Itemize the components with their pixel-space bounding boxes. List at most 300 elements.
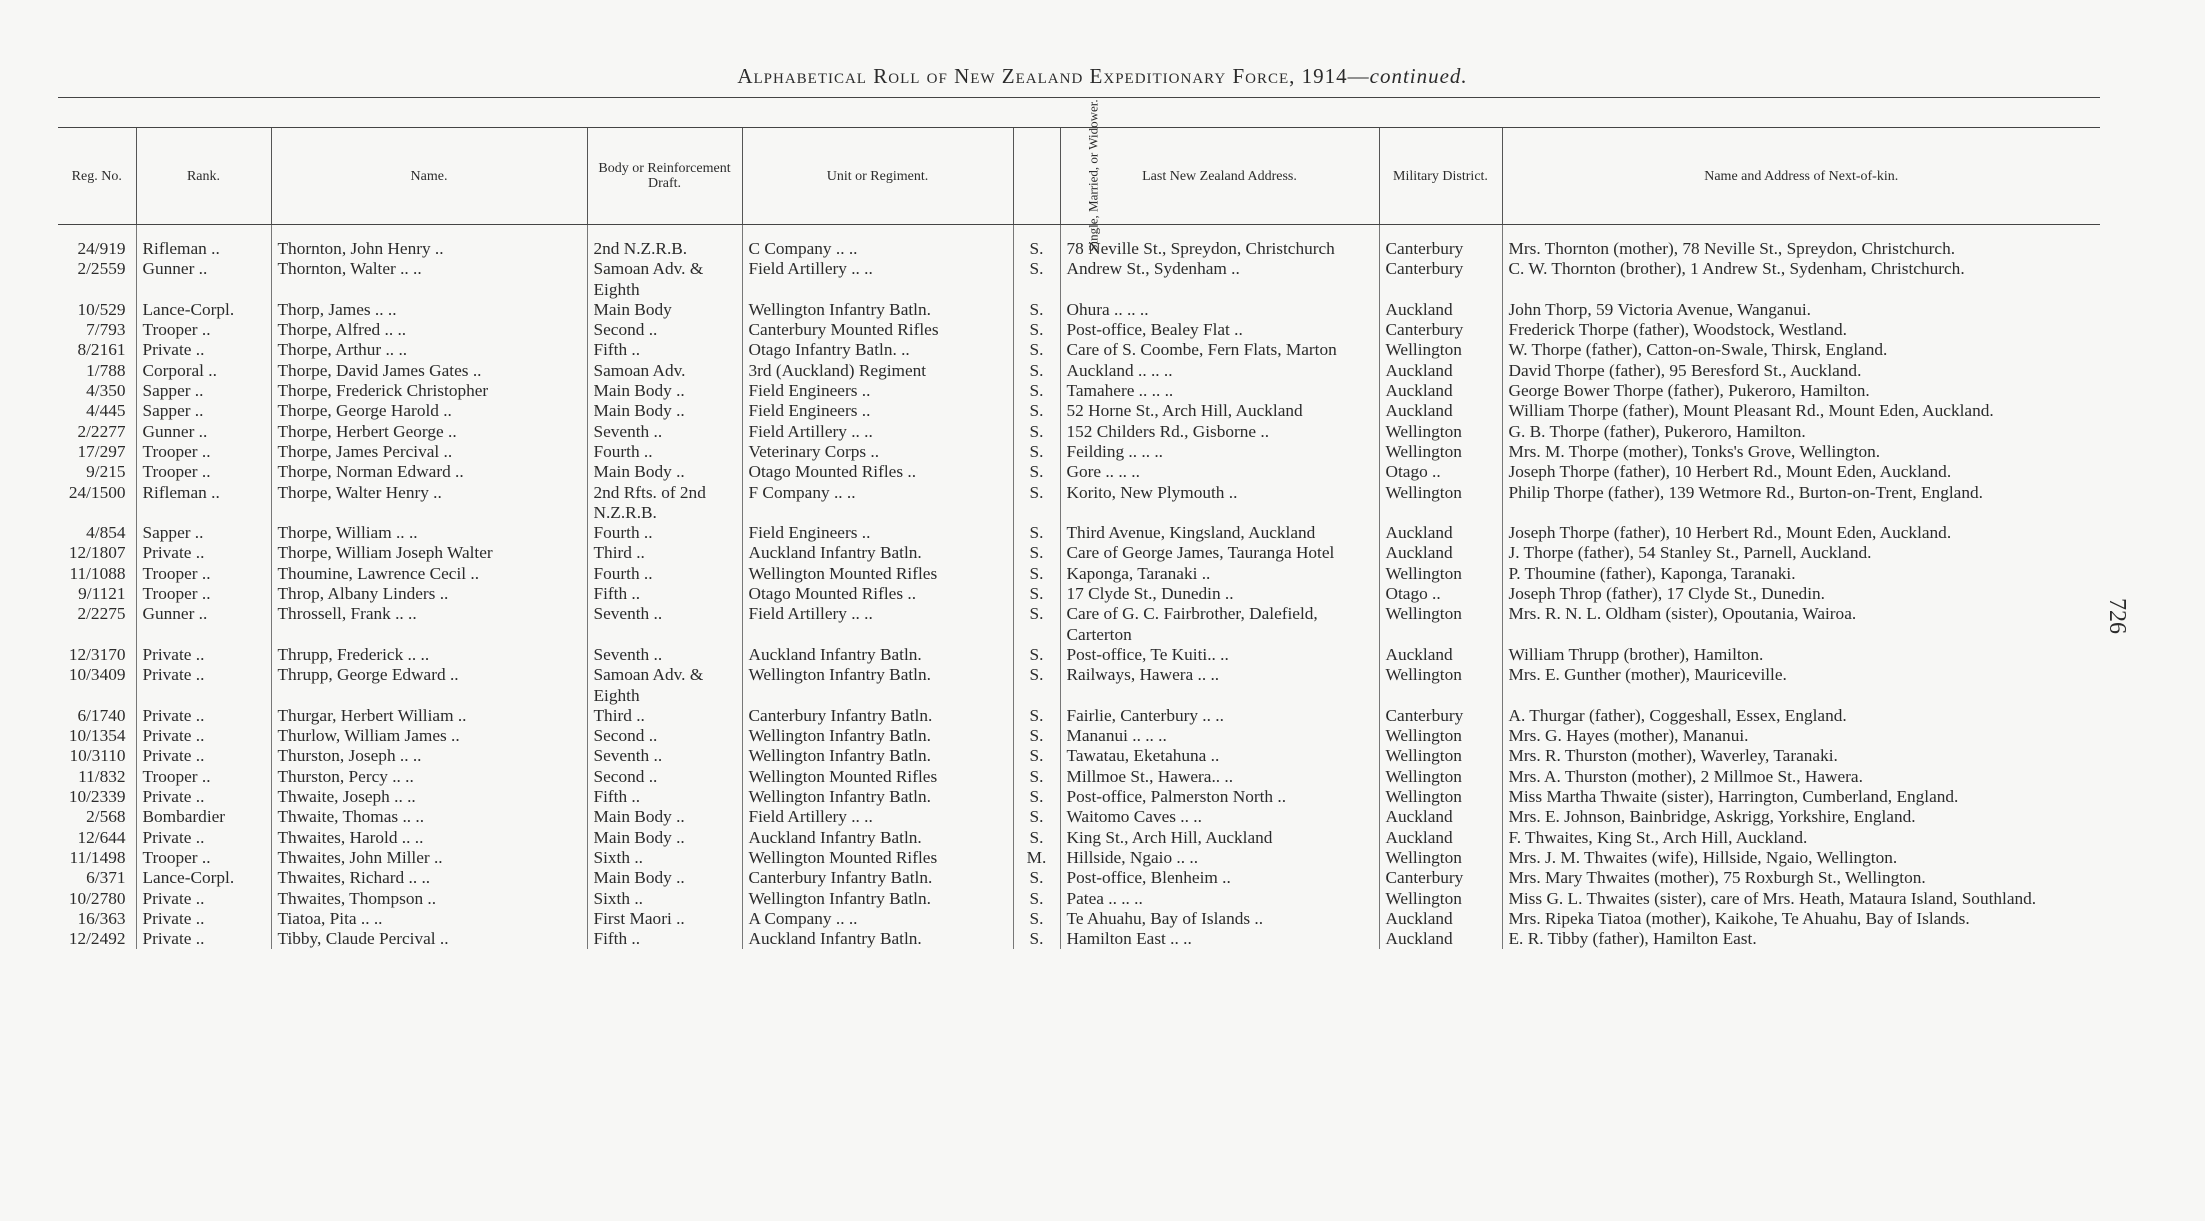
- district-cell: Canterbury: [1379, 868, 1502, 888]
- kin-cell: Joseph Thorpe (father), 10 Herbert Rd., Mount Eden, Auckland.: [1502, 462, 2100, 482]
- reg-no-cell: 10/2780: [68, 888, 126, 908]
- status-cell: S.: [1013, 543, 1060, 563]
- rank-cell: Lance-Corpl.: [136, 868, 271, 888]
- table-row: [58, 523, 2100, 543]
- district-cell: Otago ..: [1379, 462, 1502, 482]
- draft-cell: Fifth ..: [587, 787, 742, 807]
- kin-cell: Mrs. Ripeka Tiatoa (mother), Kaikohe, Te Ahuahu, Bay of Islands.: [1502, 909, 2100, 929]
- name-cell: Thorpe, Alfred .. ..: [271, 320, 587, 340]
- unit-cell: Auckland Infantry Batln.: [742, 645, 1013, 665]
- draft-cell: 2nd N.Z.R.B.: [587, 239, 742, 259]
- col-reg-no: Reg. No.: [58, 128, 136, 225]
- address-cell: 17 Clyde St., Dunedin ..: [1060, 584, 1379, 604]
- draft-cell: Fifth ..: [587, 584, 742, 604]
- rank-cell: Rifleman ..: [136, 239, 271, 259]
- col-unit: Unit or Regiment.: [742, 128, 1013, 225]
- reg-no-cell: 10/529: [77, 299, 126, 319]
- address-cell: Third Avenue, Kingsland, Auckland: [1060, 523, 1379, 543]
- status-cell: S.: [1013, 320, 1060, 340]
- status-cell: S.: [1013, 868, 1060, 888]
- reg-no-cell: 10/3110: [69, 746, 126, 766]
- status-cell: S.: [1013, 604, 1060, 645]
- address-cell: Korito, New Plymouth ..: [1060, 483, 1379, 524]
- address-cell: Patea .. .. ..: [1060, 889, 1379, 909]
- draft-cell: 2nd Rfts. of 2nd N.Z.R.B.: [587, 483, 742, 524]
- reg-no-cell: 9/1121: [78, 584, 126, 604]
- status-cell: S.: [1013, 361, 1060, 381]
- status-cell: S.: [1013, 442, 1060, 462]
- col-rank: Rank.: [136, 128, 271, 225]
- draft-cell: Samoan Adv.: [587, 361, 742, 381]
- rank-cell: Trooper ..: [136, 462, 271, 482]
- unit-cell: A Company .. ..: [742, 909, 1013, 929]
- table-row: [58, 604, 2100, 645]
- table-row: [58, 259, 2100, 300]
- rank-cell: Bombardier: [136, 807, 271, 827]
- unit-cell: Wellington Infantry Batln.: [742, 787, 1013, 807]
- draft-cell: Third ..: [587, 543, 742, 563]
- table-row: [58, 401, 2100, 421]
- rank-cell: Sapper ..: [136, 523, 271, 543]
- kin-cell: Mrs. Thornton (mother), 78 Neville St., Spreydon, Christchurch.: [1502, 239, 2100, 259]
- draft-cell: Fourth ..: [587, 523, 742, 543]
- district-cell: Wellington: [1379, 665, 1502, 706]
- table-row: [58, 929, 2100, 949]
- reg-no-cell: 11/1088: [69, 563, 126, 583]
- rank-cell: Private ..: [136, 746, 271, 766]
- district-cell: Auckland: [1379, 523, 1502, 543]
- address-cell: Railways, Hawera .. ..: [1060, 665, 1379, 706]
- name-cell: Thurston, Percy .. ..: [271, 767, 587, 787]
- col-address: Last New Zealand Address.: [1060, 128, 1379, 225]
- status-cell: S.: [1013, 889, 1060, 909]
- district-cell: Wellington: [1379, 483, 1502, 524]
- reg-no-cell: 4/445: [86, 401, 126, 421]
- rank-cell: Trooper ..: [136, 320, 271, 340]
- kin-cell: J. Thorpe (father), 54 Stanley St., Parnell, Auckland.: [1502, 543, 2100, 563]
- unit-cell: Wellington Infantry Batln.: [742, 665, 1013, 706]
- reg-no-cell: 24/919: [77, 239, 126, 258]
- page-title-main: Alphabetical Roll of New Zealand Expeditionary Force, 1914—: [737, 64, 1370, 88]
- kin-cell: Mrs. J. M. Thwaites (wife), Hillside, Ngaio, Wellington.: [1502, 848, 2100, 868]
- address-cell: Post-office, Bealey Flat ..: [1060, 320, 1379, 340]
- district-cell: Wellington: [1379, 340, 1502, 360]
- status-cell: S.: [1013, 828, 1060, 848]
- unit-cell: 3rd (Auckland) Regiment: [742, 361, 1013, 381]
- page-title: [0, 64, 2205, 89]
- unit-cell: Wellington Mounted Rifles: [742, 564, 1013, 584]
- kin-cell: Mrs. Mary Thwaites (mother), 75 Roxburgh St., Wellington.: [1502, 868, 2100, 888]
- district-cell: Auckland: [1379, 543, 1502, 563]
- district-cell: Wellington: [1379, 787, 1502, 807]
- status-cell: S.: [1013, 381, 1060, 401]
- address-cell: Post-office, Palmerston North ..: [1060, 787, 1379, 807]
- unit-cell: Otago Mounted Rifles ..: [742, 462, 1013, 482]
- kin-cell: E. R. Tibby (father), Hamilton East.: [1502, 929, 2100, 949]
- draft-cell: Fourth ..: [587, 564, 742, 584]
- draft-cell: Fourth ..: [587, 442, 742, 462]
- table-row: [58, 340, 2100, 360]
- reg-no-cell: 2/2559: [77, 259, 126, 279]
- unit-cell: Field Artillery .. ..: [742, 604, 1013, 645]
- table-row: [58, 706, 2100, 726]
- status-cell: S.: [1013, 239, 1060, 259]
- district-cell: Wellington: [1379, 564, 1502, 584]
- unit-cell: Veterinary Corps ..: [742, 442, 1013, 462]
- rank-cell: Private ..: [136, 543, 271, 563]
- reg-no-cell: 10/1354: [68, 726, 126, 746]
- rank-cell: Private ..: [136, 787, 271, 807]
- reg-no-cell: 10/2339: [68, 787, 126, 807]
- name-cell: Thorpe, Arthur .. ..: [271, 340, 587, 360]
- name-cell: Thorpe, Walter Henry ..: [271, 483, 587, 524]
- col-kin: Name and Address of Next-of-kin.: [1502, 128, 2100, 225]
- address-cell: Care of G. C. Fairbrother, Dalefield, Carterton: [1060, 604, 1379, 645]
- kin-cell: Mrs. G. Hayes (mother), Mananui.: [1502, 726, 2100, 746]
- status-cell: S.: [1013, 259, 1060, 300]
- table-row: [58, 584, 2100, 604]
- name-cell: Thwaites, Richard .. ..: [271, 868, 587, 888]
- address-cell: Care of S. Coombe, Fern Flats, Marton: [1060, 340, 1379, 360]
- name-cell: Thurston, Joseph .. ..: [271, 746, 587, 766]
- name-cell: Thorpe, William .. ..: [271, 523, 587, 543]
- table-row: [58, 442, 2100, 462]
- district-cell: Wellington: [1379, 442, 1502, 462]
- address-cell: Care of George James, Tauranga Hotel: [1060, 543, 1379, 563]
- status-cell: S.: [1013, 807, 1060, 827]
- col-draft: Body or Reinforcement Draft.: [587, 128, 742, 225]
- rank-cell: Lance-Corpl.: [136, 300, 271, 320]
- name-cell: Thwaite, Joseph .. ..: [271, 787, 587, 807]
- reg-no-cell: 24/1500: [68, 482, 126, 502]
- district-cell: Auckland: [1379, 828, 1502, 848]
- kin-cell: Mrs. E. Johnson, Bainbridge, Askrigg, Yorkshire, England.: [1502, 807, 2100, 827]
- rank-cell: Private ..: [136, 909, 271, 929]
- district-cell: Auckland: [1379, 361, 1502, 381]
- table-row: [58, 848, 2100, 868]
- district-cell: Wellington: [1379, 604, 1502, 645]
- kin-cell: F. Thwaites, King St., Arch Hill, Auckland.: [1502, 828, 2100, 848]
- table-row: [58, 889, 2100, 909]
- unit-cell: Auckland Infantry Batln.: [742, 828, 1013, 848]
- draft-cell: Main Body ..: [587, 462, 742, 482]
- status-cell: S.: [1013, 726, 1060, 746]
- district-cell: Canterbury: [1379, 259, 1502, 300]
- unit-cell: Otago Infantry Batln. ..: [742, 340, 1013, 360]
- district-cell: Auckland: [1379, 929, 1502, 949]
- draft-cell: Sixth ..: [587, 889, 742, 909]
- draft-cell: Third ..: [587, 706, 742, 726]
- district-cell: Auckland: [1379, 909, 1502, 929]
- table-row: [58, 543, 2100, 563]
- status-cell: S.: [1013, 929, 1060, 949]
- reg-no-cell: 9/215: [86, 462, 126, 482]
- address-cell: Auckland .. .. ..: [1060, 361, 1379, 381]
- reg-no-cell: 11/832: [78, 766, 126, 786]
- kin-cell: A. Thurgar (father), Coggeshall, Essex, England.: [1502, 706, 2100, 726]
- kin-cell: Mrs. R. N. L. Oldham (sister), Opoutania, Wairoa.: [1502, 604, 2100, 645]
- status-cell: S.: [1013, 340, 1060, 360]
- address-cell: Te Ahuahu, Bay of Islands ..: [1060, 909, 1379, 929]
- table-row: [58, 422, 2100, 442]
- draft-cell: Main Body: [587, 300, 742, 320]
- table-row: [58, 746, 2100, 766]
- reg-no-cell: 16/363: [77, 908, 126, 928]
- district-cell: Wellington: [1379, 848, 1502, 868]
- unit-cell: Canterbury Infantry Batln.: [742, 706, 1013, 726]
- address-cell: Feilding .. .. ..: [1060, 442, 1379, 462]
- rank-cell: Gunner ..: [136, 604, 271, 645]
- status-cell: S.: [1013, 483, 1060, 524]
- kin-cell: George Bower Thorpe (father), Pukeroro, Hamilton.: [1502, 381, 2100, 401]
- rank-cell: Trooper ..: [136, 767, 271, 787]
- draft-cell: Sixth ..: [587, 848, 742, 868]
- district-cell: Auckland: [1379, 645, 1502, 665]
- name-cell: Thorpe, Norman Edward ..: [271, 462, 587, 482]
- draft-cell: Main Body ..: [587, 868, 742, 888]
- unit-cell: C Company .. ..: [742, 239, 1013, 259]
- unit-cell: Field Engineers ..: [742, 401, 1013, 421]
- address-cell: Hamilton East .. ..: [1060, 929, 1379, 949]
- draft-cell: Second ..: [587, 767, 742, 787]
- rank-cell: Rifleman ..: [136, 483, 271, 524]
- table-row: [58, 645, 2100, 665]
- status-cell: S.: [1013, 462, 1060, 482]
- reg-no-cell: 8/2161: [77, 340, 126, 360]
- status-cell: S.: [1013, 401, 1060, 421]
- reg-no-cell: 12/644: [77, 827, 126, 847]
- unit-cell: Wellington Infantry Batln.: [742, 746, 1013, 766]
- district-cell: Canterbury: [1379, 320, 1502, 340]
- status-cell: S.: [1013, 584, 1060, 604]
- address-cell: Andrew St., Sydenham ..: [1060, 259, 1379, 300]
- district-cell: Auckland: [1379, 300, 1502, 320]
- rank-cell: Private ..: [136, 665, 271, 706]
- district-cell: Canterbury: [1379, 706, 1502, 726]
- district-cell: Wellington: [1379, 889, 1502, 909]
- unit-cell: Canterbury Mounted Rifles: [742, 320, 1013, 340]
- reg-no-cell: 2/2277: [77, 421, 126, 441]
- draft-cell: Fifth ..: [587, 929, 742, 949]
- table-row: [58, 239, 2100, 259]
- district-cell: Canterbury: [1379, 239, 1502, 259]
- rank-cell: Sapper ..: [136, 401, 271, 421]
- kin-cell: Mrs. M. Thorpe (mother), Tonks's Grove, Wellington.: [1502, 442, 2100, 462]
- name-cell: Thwaites, Thompson ..: [271, 889, 587, 909]
- name-cell: Thoumine, Lawrence Cecil ..: [271, 564, 587, 584]
- draft-cell: Main Body ..: [587, 401, 742, 421]
- name-cell: Thurlow, William James ..: [271, 726, 587, 746]
- reg-no-cell: 1/788: [86, 360, 126, 380]
- rank-cell: Private ..: [136, 889, 271, 909]
- rank-cell: Private ..: [136, 706, 271, 726]
- table-row: [58, 381, 2100, 401]
- reg-no-cell: 17/297: [77, 441, 126, 461]
- reg-no-cell: 12/2492: [68, 929, 126, 949]
- kin-cell: Miss G. L. Thwaites (sister), care of Mrs. Heath, Mataura Island, Southland.: [1502, 889, 2100, 909]
- kin-cell: William Thorpe (father), Mount Pleasant Rd., Mount Eden, Auckland.: [1502, 401, 2100, 421]
- rank-cell: Trooper ..: [136, 442, 271, 462]
- unit-cell: Wellington Infantry Batln.: [742, 300, 1013, 320]
- name-cell: Thorpe, David James Gates ..: [271, 361, 587, 381]
- unit-cell: Auckland Infantry Batln.: [742, 543, 1013, 563]
- reg-no-cell: 6/1740: [77, 705, 126, 725]
- draft-cell: Samoan Adv. & Eighth: [587, 259, 742, 300]
- rank-cell: Trooper ..: [136, 584, 271, 604]
- name-cell: Thrupp, Frederick .. ..: [271, 645, 587, 665]
- unit-cell: Canterbury Infantry Batln.: [742, 868, 1013, 888]
- status-cell: S.: [1013, 909, 1060, 929]
- kin-cell: C. W. Thornton (brother), 1 Andrew St., Sydenham, Christchurch.: [1502, 259, 2100, 300]
- draft-cell: Main Body ..: [587, 381, 742, 401]
- address-cell: Fairlie, Canterbury .. ..: [1060, 706, 1379, 726]
- status-cell: S.: [1013, 523, 1060, 543]
- address-cell: 78 Neville St., Spreydon, Christchurch: [1060, 239, 1379, 259]
- status-cell: S.: [1013, 564, 1060, 584]
- status-cell: S.: [1013, 787, 1060, 807]
- kin-cell: G. B. Thorpe (father), Pukeroro, Hamilton.: [1502, 422, 2100, 442]
- unit-cell: Field Artillery .. ..: [742, 422, 1013, 442]
- address-cell: Hillside, Ngaio .. ..: [1060, 848, 1379, 868]
- unit-cell: Field Artillery .. ..: [742, 807, 1013, 827]
- kin-cell: Miss Martha Thwaite (sister), Harrington, Cumberland, England.: [1502, 787, 2100, 807]
- unit-cell: Wellington Mounted Rifles: [742, 848, 1013, 868]
- rank-cell: Private ..: [136, 340, 271, 360]
- name-cell: Thorp, James .. ..: [271, 300, 587, 320]
- rank-cell: Trooper ..: [136, 848, 271, 868]
- kin-cell: John Thorp, 59 Victoria Avenue, Wanganui.: [1502, 300, 2100, 320]
- table-row: [58, 665, 2100, 706]
- reg-no-cell: 12/3170: [68, 644, 126, 664]
- kin-cell: W. Thorpe (father), Catton-on-Swale, Thirsk, England.: [1502, 340, 2100, 360]
- col-district: Military District.: [1379, 128, 1502, 225]
- draft-cell: Seventh ..: [587, 746, 742, 766]
- table-row: [58, 767, 2100, 787]
- draft-cell: Main Body ..: [587, 828, 742, 848]
- kin-cell: Mrs. E. Gunther (mother), Mauriceville.: [1502, 665, 2100, 706]
- address-cell: Waitomo Caves .. ..: [1060, 807, 1379, 827]
- address-cell: Gore .. .. ..: [1060, 462, 1379, 482]
- name-cell: Thwaite, Thomas .. ..: [271, 807, 587, 827]
- reg-no-cell: 11/1498: [69, 847, 126, 867]
- page-number: 726: [2104, 598, 2130, 634]
- address-cell: Tawatau, Eketahuna ..: [1060, 746, 1379, 766]
- status-cell: S.: [1013, 767, 1060, 787]
- status-cell: S.: [1013, 706, 1060, 726]
- unit-cell: Field Engineers ..: [742, 381, 1013, 401]
- name-cell: Thornton, Walter .. ..: [271, 259, 587, 300]
- table-row: [58, 564, 2100, 584]
- kin-cell: P. Thoumine (father), Kaponga, Taranaki.: [1502, 564, 2100, 584]
- reg-no-cell: 2/2275: [77, 604, 126, 624]
- reg-no-cell: 4/350: [86, 381, 126, 401]
- address-cell: King St., Arch Hill, Auckland: [1060, 828, 1379, 848]
- col-status: [1013, 99, 1101, 252]
- table-row: [58, 300, 2100, 320]
- roll-table: [58, 99, 2100, 949]
- table-row: [58, 483, 2100, 524]
- page-title-suffix: continued.: [1369, 64, 1468, 88]
- reg-no-cell: 4/854: [86, 523, 126, 543]
- unit-cell: Field Engineers ..: [742, 523, 1013, 543]
- address-cell: 52 Horne St., Arch Hill, Auckland: [1060, 401, 1379, 421]
- unit-cell: Otago Mounted Rifles ..: [742, 584, 1013, 604]
- status-cell: M.: [1013, 848, 1060, 868]
- address-cell: Kaponga, Taranaki ..: [1060, 564, 1379, 584]
- rank-cell: Sapper ..: [136, 381, 271, 401]
- table-row: [58, 868, 2100, 888]
- district-cell: Wellington: [1379, 422, 1502, 442]
- kin-cell: Philip Thorpe (father), 139 Wetmore Rd., Burton-on-Trent, England.: [1502, 483, 2100, 524]
- district-cell: Otago ..: [1379, 584, 1502, 604]
- table-row: [58, 787, 2100, 807]
- name-cell: Thorpe, James Percival ..: [271, 442, 587, 462]
- table-row: [58, 726, 2100, 746]
- name-cell: Tibby, Claude Percival ..: [271, 929, 587, 949]
- reg-no-cell: 12/1807: [68, 543, 126, 563]
- district-cell: Wellington: [1379, 726, 1502, 746]
- rank-cell: Trooper ..: [136, 564, 271, 584]
- draft-cell: Samoan Adv. & Eighth: [587, 665, 742, 706]
- name-cell: Throssell, Frank .. ..: [271, 604, 587, 645]
- kin-cell: David Thorpe (father), 95 Beresford St., Auckland.: [1502, 361, 2100, 381]
- title-rule: [58, 97, 2100, 98]
- unit-cell: Wellington Infantry Batln.: [742, 726, 1013, 746]
- unit-cell: Auckland Infantry Batln.: [742, 929, 1013, 949]
- rank-cell: Gunner ..: [136, 422, 271, 442]
- draft-cell: Seventh ..: [587, 645, 742, 665]
- rank-cell: Private ..: [136, 726, 271, 746]
- name-cell: Thorpe, George Harold ..: [271, 401, 587, 421]
- col-name: Name.: [271, 128, 587, 225]
- district-cell: Wellington: [1379, 767, 1502, 787]
- kin-cell: Mrs. R. Thurston (mother), Waverley, Taranaki.: [1502, 746, 2100, 766]
- name-cell: Tiatoa, Pita .. ..: [271, 909, 587, 929]
- unit-cell: Wellington Mounted Rifles: [742, 767, 1013, 787]
- name-cell: Thurgar, Herbert William ..: [271, 706, 587, 726]
- kin-cell: Frederick Thorpe (father), Woodstock, Westland.: [1502, 320, 2100, 340]
- kin-cell: William Thrupp (brother), Hamilton.: [1502, 645, 2100, 665]
- draft-cell: Seventh ..: [587, 604, 742, 645]
- header-row: [58, 128, 2100, 225]
- status-cell: S.: [1013, 300, 1060, 320]
- rank-cell: Private ..: [136, 929, 271, 949]
- address-cell: Post-office, Te Kuiti.. ..: [1060, 645, 1379, 665]
- table-row: [58, 909, 2100, 929]
- name-cell: Thwaites, Harold .. ..: [271, 828, 587, 848]
- rank-cell: Private ..: [136, 828, 271, 848]
- reg-no-cell: 6/371: [86, 868, 126, 888]
- col-status-label: Single, Married, or Widower.: [1085, 99, 1101, 252]
- name-cell: Throp, Albany Linders ..: [271, 584, 587, 604]
- name-cell: Thornton, John Henry ..: [271, 239, 587, 259]
- kin-cell: Joseph Thorpe (father), 10 Herbert Rd., Mount Eden, Auckland.: [1502, 523, 2100, 543]
- table-row: [58, 828, 2100, 848]
- table-row: [58, 361, 2100, 381]
- address-cell: Tamahere .. .. ..: [1060, 381, 1379, 401]
- roll-body: [58, 225, 2100, 950]
- rank-cell: Gunner ..: [136, 259, 271, 300]
- rank-cell: Private ..: [136, 645, 271, 665]
- district-cell: Wellington: [1379, 746, 1502, 766]
- draft-cell: Second ..: [587, 320, 742, 340]
- kin-cell: Mrs. A. Thurston (mother), 2 Millmoe St., Hawera.: [1502, 767, 2100, 787]
- address-cell: Post-office, Blenheim ..: [1060, 868, 1379, 888]
- draft-cell: Main Body ..: [587, 807, 742, 827]
- unit-cell: Wellington Infantry Batln.: [742, 889, 1013, 909]
- draft-cell: Second ..: [587, 726, 742, 746]
- address-cell: Millmoe St., Hawera.. ..: [1060, 767, 1379, 787]
